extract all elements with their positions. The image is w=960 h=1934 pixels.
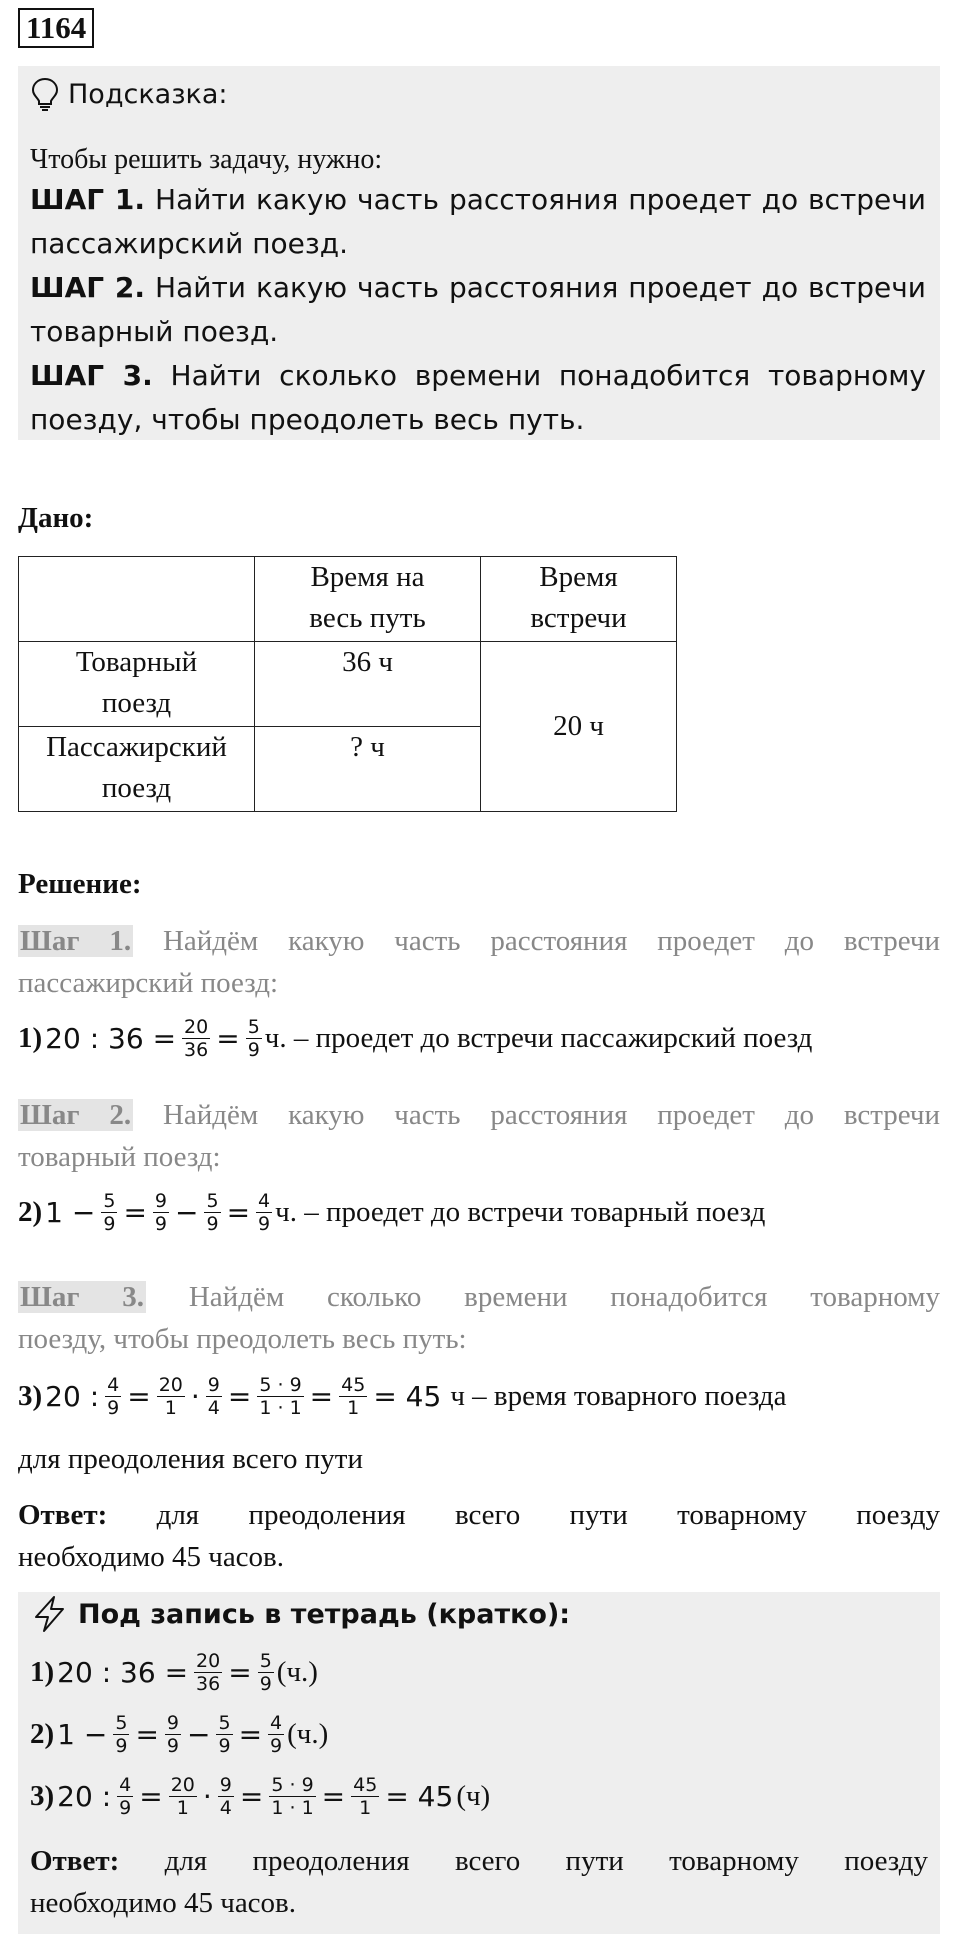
note-eq2-unit: (ч.) [287,1718,329,1750]
lightning-icon [30,1594,70,1634]
eq3-prefix: 3) [18,1380,43,1412]
given-meet-time: 20 ч [481,642,677,812]
hint-title [30,76,228,112]
solution-step-1-text: Найдём какую часть расстояния проедет до встречи [162,925,941,957]
solution-equation-1: 1) 20 : 36 = $\frac{20}{36}$ = $\frac{5}{9}$ ч. – проедет до встречи пассажирский поезд [18,1016,813,1061]
hint-step-2-line1 [30,266,926,310]
solution-answer-label: Ответ: [18,1499,108,1531]
given-row2-l1: Пассажирский [46,731,227,763]
notebook-title [30,1594,570,1634]
hint-step-2-line2: товарный поезд. [30,315,279,348]
notebook-equation-1: 1) 20 : 36 = $\frac{20}{36}$ = $\frac{5}{9}$ (ч.) [30,1650,318,1695]
notebook-answer-line1 [30,1840,928,1882]
notebook-title-text: Под запись в тетрадь (кратко): [78,1598,571,1630]
hint-step-2-text: Найти какую часть расстояния проедет до встречи [155,271,927,304]
given-freight-time: 36 ч [255,642,481,727]
given-row-freight [19,642,255,727]
eq1-suffix: ч. – проедет до встречи пассажирский поезд [264,1022,813,1054]
eq2-prefix: 2) [18,1196,43,1228]
notebook-answer-text: для преодоления всего пути товарному поезду [164,1845,928,1877]
solution-step-2-text: Найдём какую часть расстояния проедет до встречи [162,1099,941,1131]
given-row2-l2: поезд [101,772,172,804]
lightbulb-icon [30,76,60,112]
solution-step-1-line1 [18,920,940,962]
notebook-equation-3: 3) 20 : $\frac{4}{9}$ = $\frac{20}{1}$ · $\frac{9}{4}$ = $\frac{5 \cdot 9}{1 \cdot 1}$ = $\frac{45}{1}$ = 45 (ч) [30,1774,491,1819]
solution-step-2-label: Шаг 2. [20,1099,132,1131]
given-col2-l1: Время [539,561,618,593]
problem-number: 1164 [18,8,94,48]
solution-step-2-line1 [18,1094,940,1136]
given-col-total-time [255,557,481,642]
hint-step-1-label: ШАГ 1. [30,183,146,216]
hint-step-1-line1 [30,178,926,222]
solution-step-3-line2: поезду, чтобы преодолеть весь путь: [18,1323,467,1355]
note-eq2-prefix: 2) [30,1718,55,1750]
notebook-equation-2: 2) 1 − $\frac{5}{9}$ = $\frac{9}{9}$ − $\frac{5}{9}$ = $\frac{4}{9}$ (ч.) [30,1712,329,1757]
given-col1-l1: Время на [310,561,425,593]
given-table [18,556,677,812]
hint-step-2-label: ШАГ 2. [30,271,146,304]
hint-title-text: Подсказка: [68,78,228,110]
solution-step-3-label: Шаг 3. [20,1281,145,1313]
given-col2-l2: встречи [530,602,627,634]
given-passenger-time: ? ч [255,727,481,812]
given-row1-l1: Товарный [75,646,198,678]
hint-step-1-line2: пассажирский поезд. [30,227,349,260]
solution-equation-3: 3) 20 : $\frac{4}{9}$ = $\frac{20}{1}$ · $\frac{9}{4}$ = $\frac{5 \cdot 9}{1 \cdot 1}$ = $\frac{45}{1}$ = 45 ч – время товарного поезда [18,1374,787,1419]
notebook-answer-line2: необходимо 45 часов. [30,1887,296,1919]
solution-step-1-line2: пассажирский поезд: [18,967,279,999]
hint-step-3-label: ШАГ 3. [30,359,153,392]
hint-intro: Чтобы решить задачу, нужно: [30,144,383,175]
solution-answer-line2: необходимо 45 часов. [18,1541,284,1573]
hint-step-3-line1 [30,354,926,398]
solution-answer-line1 [18,1494,940,1536]
note-eq1-unit: (ч.) [276,1656,318,1688]
hint-step-3-text: Найти сколько времени понадобится товарному [170,359,926,392]
solution-equation-3-line2: для преодоления всего пути [18,1443,363,1475]
note-eq1-prefix: 1) [30,1656,55,1688]
hint-step-1-text: Найти какую часть расстояния проедет до встречи [155,183,927,216]
given-row1-l2: поезд [101,687,172,719]
given-corner-cell [19,557,255,642]
given-row-passenger [19,727,255,812]
note-eq3-prefix: 3) [30,1780,55,1812]
eq1-prefix: 1) [18,1022,43,1054]
solution-heading: Решение: [18,868,142,900]
eq2-suffix: ч. – проедет до встречи товарный поезд [275,1196,766,1228]
given-col1-l2: весь путь [309,602,426,634]
solution-answer-text: для преодоления всего пути товарному поезду [156,1499,940,1531]
given-col-meet-time [481,557,677,642]
solution-step-2-line2: товарный поезд: [18,1141,221,1173]
solution-step-3-text: Найдём сколько времени понадобится товарному [188,1281,941,1313]
given-heading: Дано: [18,502,94,534]
eq3-suffix: ч – время товарного поезда [450,1380,787,1412]
notebook-answer-label: Ответ: [30,1845,120,1877]
hint-step-3-line2: поезду, чтобы преодолеть весь путь. [30,403,585,436]
solution-step-1-label: Шаг 1. [20,925,132,957]
solution-step-3-line1 [18,1276,940,1318]
note-eq3-unit: (ч) [456,1780,491,1812]
solution-equation-2: 2) 1 − $\frac{5}{9}$ = $\frac{9}{9}$ − $\frac{5}{9}$ = $\frac{4}{9}$ ч. – проедет до встречи товарный поезд [18,1190,766,1235]
